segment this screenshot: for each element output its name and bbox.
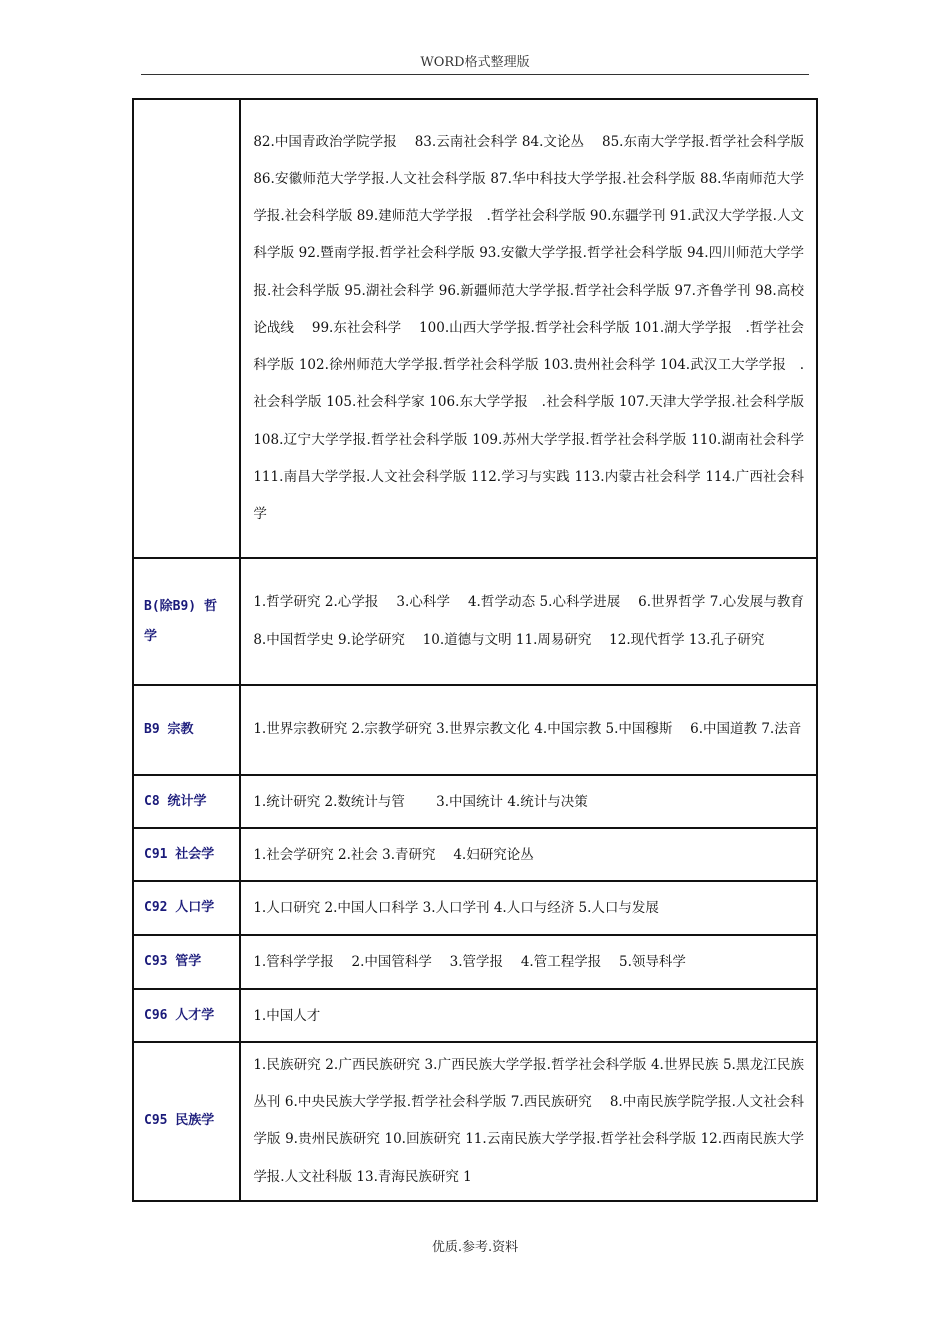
journal-list-cell: 1.民族研究 2.广西民族研究 3.广西民族大学学报.哲学社会科学版 4.世界民族 5.黑龙江民族丛刊 6.中央民族大学学报.哲学社会科学版 7.西民族研究 8.中南民族学院学报.人文社会科学版 9.贵州民族研究 10.回族研究 11.云南民族大学学报.哲学社会科学版 12.西南民族大学学报.人文社科版 13.青海民族研究 1 xyxy=(240,1042,817,1201)
category-cell: C8 统计学 xyxy=(133,775,240,828)
table-row xyxy=(133,989,817,1042)
table-row xyxy=(133,1042,817,1201)
journal-list-cell: 1.人口研究 2.中国人口科学 3.人口学刊 4.人口与经济 5.人口与发展 xyxy=(240,881,817,935)
category-cell: C92 人口学 xyxy=(133,881,240,935)
table-row xyxy=(133,881,817,935)
journal-list-cell: 82.中国青政治学院学报 83.云南社会科学 84.文论丛 85.东南大学学报.哲学社会科学版 86.安徽师范大学学报.人文社会科学版 87.华中科技大学学报.社会科学版 88.华南师范大学学报.社会科学版 89.建师范大学学报 .哲学社会科学版 90.东疆学刊 91.武汉大学学报.人文科学版 92.暨南学报.哲学社会科学版 93.安徽大学学报.哲学社会科学版 94.四川师范大学学报.社会科学版 95.湖社会科学 96.新疆师范大学学报.哲学社会科学版 97.齐鲁学刊 98.高校论战线 99.东社会科学 100.山西大学学报.哲学社会科学版 101.湖大学学报 .哲学社会科学版 102.徐州师范大学学报.哲学社会科学版 103.贵州社会科学 104.武汉工大学学报 .社会科学版 105.社会科学家 106.东大学学报 .社会科学版 107.天津大学学报.社会科学版 108.辽宁大学学报.哲学社会科学版 109.苏州大学学报.哲学社会科学版 110.湖南社会科学 111.南昌大学学报.人文社会科学版 112.学习与实践 113.内蒙古社会科学 114.广西社会科学 xyxy=(240,99,817,558)
journal-list-cell: 1.世界宗教研究 2.宗教学研究 3.世界宗教文化 4.中国宗教 5.中国穆斯 6.中国道教 7.法音 xyxy=(240,685,817,775)
table-row xyxy=(133,828,817,881)
journal-list-cell: 1.统计研究 2.数统计与管 3.中国统计 4.统计与决策 xyxy=(240,775,817,828)
category-cell: B(除B9) 哲学 xyxy=(133,558,240,685)
journal-list-cell: 1.社会学研究 2.社会 3.青研究 4.妇研究论丛 xyxy=(240,828,817,881)
category-cell: C91 社会学 xyxy=(133,828,240,881)
table-row xyxy=(133,685,817,775)
category-cell: B9 宗教 xyxy=(133,685,240,775)
category-cell xyxy=(133,99,240,558)
category-cell: C96 人才学 xyxy=(133,989,240,1042)
header-title: WORD格式整理版 xyxy=(420,55,530,70)
table-row xyxy=(133,935,817,989)
journal-catalog-table xyxy=(132,98,822,1202)
category-cell: C95 民族学 xyxy=(133,1042,240,1201)
table-row xyxy=(133,558,817,685)
footer-text: 优质.参考.资料 xyxy=(431,1240,519,1255)
journal-list-cell: 1.哲学研究 2.心学报 3.心科学 4.哲学动态 5.心科学进展 6.世界哲学 7.心发展与教育 8.中国哲学史 9.论学研究 10.道德与文明 11.周易研究 12.现代哲学 13.孔子研究 xyxy=(240,558,817,685)
page-header xyxy=(141,54,809,75)
journal-list-cell: 1.中国人才 xyxy=(240,989,817,1042)
table-row xyxy=(133,775,817,828)
category-cell: C93 管学 xyxy=(133,935,240,989)
table-row xyxy=(133,99,817,558)
journal-list-cell: 1.管科学学报 2.中国管科学 3.管学报 4.管工程学报 5.领导科学 xyxy=(240,935,817,989)
page-footer xyxy=(0,1236,950,1255)
